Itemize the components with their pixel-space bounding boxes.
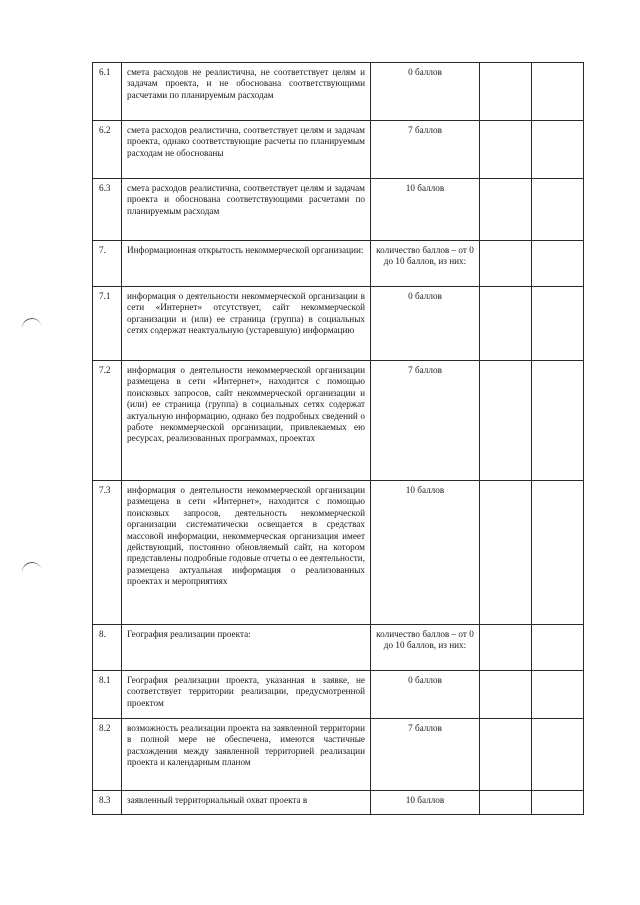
blank-cell — [480, 63, 532, 121]
criterion-description: смета расходов не реалистична, не соответствует целям и задачам проекта, и не обоснована соответствующими расчетами по планируемым расходам — [122, 63, 371, 121]
blank-cell — [480, 671, 532, 719]
criterion-number: 8.3 — [93, 791, 122, 815]
blank-cell — [480, 287, 532, 361]
criteria-row — [93, 361, 584, 481]
criteria-table — [92, 62, 584, 815]
criterion-description: заявленный территориальный охват проекта в — [122, 791, 371, 815]
blank-cell — [480, 791, 532, 815]
blank-cell — [532, 63, 584, 121]
blank-cell — [480, 719, 532, 791]
blank-cell — [532, 625, 584, 671]
criterion-number: 6.2 — [93, 121, 122, 179]
criterion-description: География реализации проекта: — [122, 625, 371, 671]
punch-hole-mark — [20, 316, 44, 341]
criterion-score: 0 баллов — [371, 287, 480, 361]
criterion-description: Информационная открытость некоммерческой организации: — [122, 241, 371, 287]
criterion-description: География реализации проекта, указанная в заявке, не соответствует территории реализации, предусмотренной проектом — [122, 671, 371, 719]
blank-cell — [532, 121, 584, 179]
criteria-row — [93, 671, 584, 719]
criteria-table-body — [93, 63, 584, 815]
criterion-description: смета расходов реалистична, соответствует целям и задачам проекта и обоснована соответствующими расчетами по планируемым расходам — [122, 179, 371, 241]
criterion-score: 7 баллов — [371, 361, 480, 481]
blank-cell — [532, 361, 584, 481]
criterion-number: 7.3 — [93, 481, 122, 625]
criteria-row — [93, 625, 584, 671]
criteria-row — [93, 481, 584, 625]
criteria-row — [93, 241, 584, 287]
criteria-row — [93, 719, 584, 791]
blank-cell — [480, 241, 532, 287]
criterion-number: 7.1 — [93, 287, 122, 361]
blank-cell — [480, 361, 532, 481]
blank-cell — [532, 791, 584, 815]
criterion-score: 7 баллов — [371, 719, 480, 791]
criterion-description: информация о деятельности некоммерческой организации размещена в сети «Интернет», находится с помощью поисковых запросов, деятельность некоммерческой организации систематически освещается в средствах массовой информации, некоммерческая организация имеет действующий, постоянно обновляемый сайт, на котором представлены подробные годовые отчеты о ее деятельности, размещена актуальная информация о реализованных проектах и мероприятиях — [122, 481, 371, 625]
blank-cell — [532, 179, 584, 241]
criterion-description: смета расходов реалистична, соответствует целям и задачам проекта, однако соответствующие расчеты по планируемым расходам не обоснованы — [122, 121, 371, 179]
criterion-score: 0 баллов — [371, 63, 480, 121]
criteria-row — [93, 63, 584, 121]
criteria-row — [93, 121, 584, 179]
blank-cell — [480, 481, 532, 625]
criterion-number: 6.3 — [93, 179, 122, 241]
criterion-number: 8. — [93, 625, 122, 671]
criterion-number: 7. — [93, 241, 122, 287]
punch-hole-mark — [20, 560, 44, 585]
criterion-score: количество баллов – от 0 до 10 баллов, из них: — [371, 241, 480, 287]
blank-cell — [532, 719, 584, 791]
criterion-description: информация о деятельности некоммерческой организации в сети «Интернет» отсутствует, сайт некоммерческой организации и (или) ее страница (группа) в социальных сетях содержат неактуальную (устаревшую) информацию — [122, 287, 371, 361]
criterion-number: 8.1 — [93, 671, 122, 719]
criterion-number: 6.1 — [93, 63, 122, 121]
blank-cell — [480, 179, 532, 241]
blank-cell — [532, 481, 584, 625]
criteria-row — [93, 791, 584, 815]
blank-cell — [480, 625, 532, 671]
criteria-row — [93, 179, 584, 241]
blank-cell — [532, 287, 584, 361]
criterion-number: 8.2 — [93, 719, 122, 791]
blank-cell — [480, 121, 532, 179]
criterion-score: 0 баллов — [371, 671, 480, 719]
criterion-score: количество баллов – от 0 до 10 баллов, из них: — [371, 625, 480, 671]
criterion-score: 7 баллов — [371, 121, 480, 179]
criterion-description: возможность реализации проекта на заявленной территории в полной мере не обеспечена, имеются частичные расхождения между заявленной территорией реализации проекта и календарным планом — [122, 719, 371, 791]
criterion-score: 10 баллов — [371, 791, 480, 815]
criterion-score: 10 баллов — [371, 481, 480, 625]
criteria-row — [93, 287, 584, 361]
blank-cell — [532, 671, 584, 719]
blank-cell — [532, 241, 584, 287]
criterion-description: информация о деятельности некоммерческой организации размещена в сети «Интернет», находится с помощью поисковых запросов, сайт некоммерческой организации и (или) ее страница (группа) в социальных сетях содержат актуальную информацию, однако без подробных сведений о работе некоммерческой организации, привлекаемых ею ресурсах, реализованных программах, проектах — [122, 361, 371, 481]
criterion-number: 7.2 — [93, 361, 122, 481]
criterion-score: 10 баллов — [371, 179, 480, 241]
